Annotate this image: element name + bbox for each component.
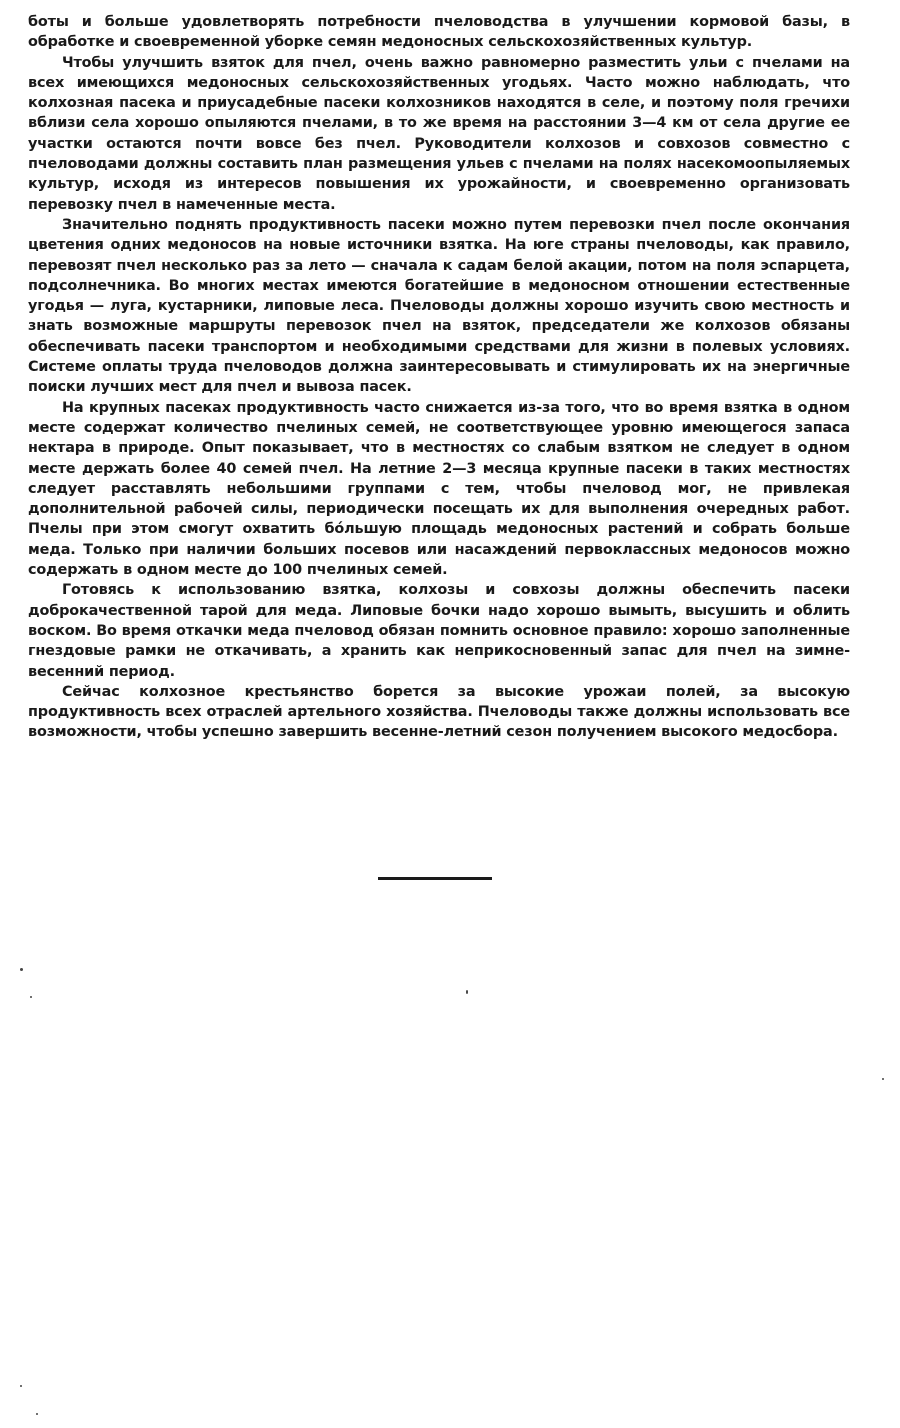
article-body: [28, 12, 850, 743]
paragraph-hive-transport: Значительно поднять продуктивность пасеки можно путем перевозки пчел после окончания цветения одних медоносов на новые источники взятка. На юге страны пчеловоды, как правило, перевозят пчел несколько раз за лето — сначала к садам белой акации, потом на поля эспарцета, подсолнечника. Во многих местах имеются богатейшие в медоносном отношении естественные угодья — луга, кустарники, липовые леса. Пчеловоды должны хорошо изучить свою местность и знать возможные маршруты перевозок пчел на взяток, председатели же колхозов обязаны обеспечивать пасеки транспортом и необходимыми средствами для жизни в полевых условиях. Системе оплаты труда пчеловодов должна заинтересовывать и стимулировать их на энергичные поиски лучших мест для пчел и вывоза пасек.: [28, 216, 850, 396]
scan-speck: [20, 1385, 22, 1387]
scan-speck: [20, 968, 23, 971]
paragraph-hive-placement: Чтобы улучшить взяток для пчел, очень важно равномерно разместить ульи с пчелами на всех имеющихся медоносных сельскохозяйственных угодьях. Часто можно наблюдать, что колхозная пасека и приусадебные пасеки колхозников находятся в селе, и поэтому поля гречихи вблизи села хорошо опыляются пчелами, в то же время на расстоянии 3—4 км от села другие ее участки остаются почти вовсе без пчел. Руководители колхозов и совхозов совместно с пчеловодами должны составить план размещения ульев с пчелами на полях насекомоопыляемых культур, исходя из интересов повышения их урожайности, и своевременно организовать перевозку пчел в намеченные места.: [28, 54, 850, 213]
paragraph-conclusion: Сейчас колхозное крестьянство борется за высокие урожаи полей, за высокую продуктивность всех отраслей артельного хозяйства. Пчеловоды также должны использовать все возможности, чтобы успешно завершить весенне-летний сезон получением высокого медосбора.: [28, 683, 850, 741]
scan-speck: [36, 1413, 38, 1415]
scan-speck: [882, 1078, 884, 1080]
paragraph-continuation: боты и больше удовлетворять потребности пчеловодства в улучшении кормовой базы, в обработке и своевременной уборке семян медоносных сельскохозяйственных культур.: [28, 14, 850, 51]
scan-speck: [466, 990, 468, 994]
paragraph-honey-containers: Готовясь к использованию взятка, колхозы и совхозы должны обеспечить пасеки доброкачественной тарой для меда. Липовые бочки надо хорошо вымыть, высушить и облить воском. Во время откачки меда пчеловод обязан помнить основное правило: хорошо заполненные гнездовые рамки не откачивать, а хранить как неприкосновенный запас для пчел на зимне-весенний период.: [28, 582, 850, 680]
scan-speck: [30, 996, 32, 998]
section-divider: [378, 877, 492, 880]
paragraph-large-apiaries: На крупных пасеках продуктивность часто снижается из-за того, что во время взятка в одном месте содержат количество пчелиных семей, не соответствующее уровню имеющегося запаса нектара в природе. Опыт показывает, что в местностях со слабым взятком не следует в одном месте держать более 40 семей пчел. На летние 2—3 месяца крупные пасеки в таких местностях следует расставлять небольшими группами с тем, чтобы пчеловод мог, не привлекая дополнительной рабочей силы, периодически посещать их для выполнения очередных работ. Пчелы при этом смогут охватить бóльшую площадь медоносных растений и собрать больше меда. Только при наличии больших посевов или насаждений первоклассных медоносов можно содержать в одном месте до 100 пчелиных семей.: [28, 399, 850, 579]
